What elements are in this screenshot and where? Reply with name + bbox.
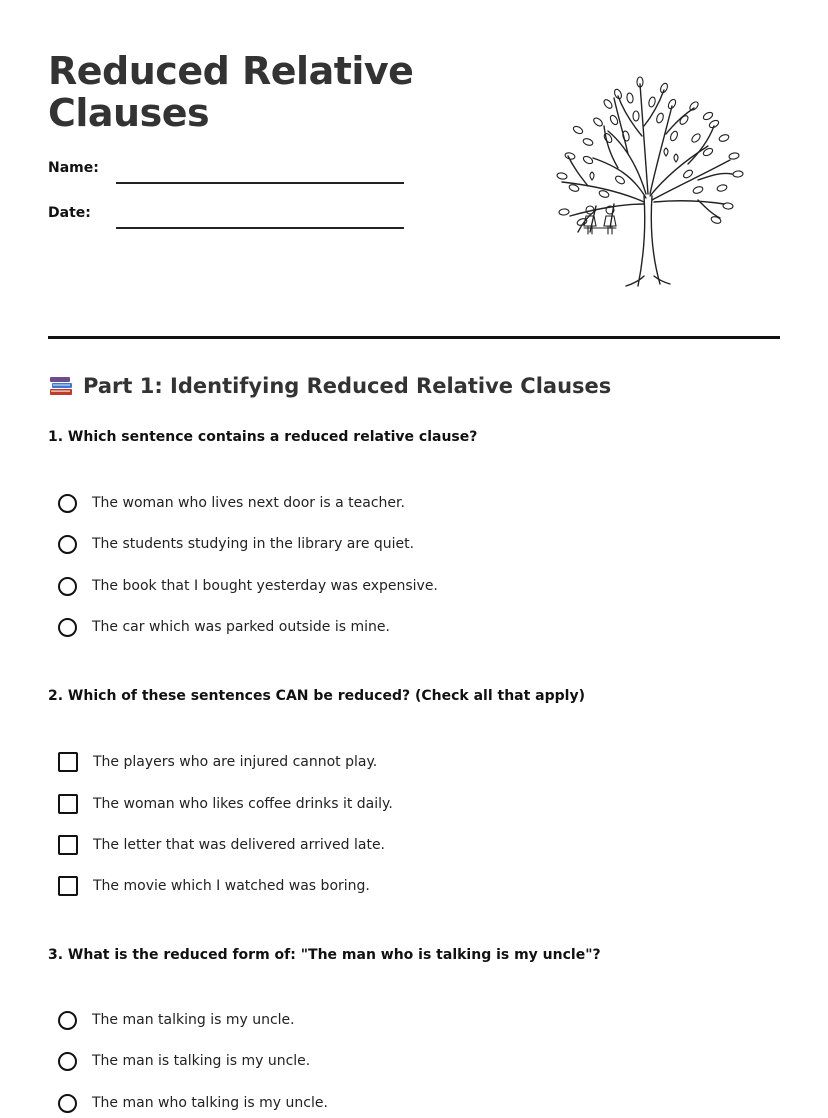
part1-title-text: Part 1: Identifying Reduced Relative Clauses (83, 374, 612, 398)
checkbox[interactable] (58, 794, 78, 814)
option-label: The book that I bought yesterday was expensive. (92, 578, 438, 594)
question-1-option-1[interactable] (58, 491, 405, 515)
question-1-prompt: 1. Which sentence contains a reduced relative clause? (48, 429, 478, 445)
radio-button[interactable] (58, 577, 77, 596)
header-divider (48, 336, 780, 339)
option-label: The movie which I watched was boring. (93, 878, 370, 894)
date-line[interactable] (116, 227, 404, 229)
question-2-option-1[interactable] (58, 750, 377, 774)
option-label: The man talking is my uncle. (92, 1012, 295, 1028)
option-label: The letter that was delivered arrived late. (93, 837, 386, 853)
question-1-option-2[interactable] (58, 532, 414, 556)
radio-button[interactable] (58, 1094, 77, 1113)
option-label: The woman who lives next door is a teacher. (92, 495, 405, 511)
question-1-option-4[interactable] (58, 615, 390, 639)
part1-title (48, 374, 611, 398)
tree-with-children-icon (548, 76, 744, 288)
option-label: The man is talking is my uncle. (92, 1053, 311, 1069)
checkbox[interactable] (58, 876, 78, 896)
checkbox[interactable] (58, 752, 78, 772)
radio-button[interactable] (58, 1052, 77, 1071)
radio-button[interactable] (58, 535, 77, 554)
radio-button[interactable] (58, 618, 77, 637)
option-label: The man who talking is my uncle. (92, 1095, 328, 1111)
worksheet-title (48, 50, 468, 134)
question-3-prompt: 3. What is the reduced form of: "The man who is talking is my uncle"? (48, 947, 601, 963)
question-2-option-2[interactable] (58, 792, 393, 816)
books-icon (48, 374, 74, 398)
option-label: The students studying in the library are quiet. (92, 536, 415, 552)
question-3-option-3[interactable] (58, 1091, 328, 1115)
option-label: The car which was parked outside is mine. (92, 619, 390, 635)
title-line-2: Clauses (48, 91, 210, 135)
radio-button[interactable] (58, 494, 77, 513)
name-line[interactable] (116, 182, 404, 184)
title-line-1: Reduced Relative (48, 49, 414, 93)
date-field (48, 205, 408, 235)
radio-button[interactable] (58, 1011, 77, 1030)
question-2-option-4[interactable] (58, 874, 370, 898)
name-label: Name: (48, 160, 99, 176)
option-label: The woman who likes coffee drinks it daily. (93, 796, 393, 812)
question-2-prompt: 2. Which of these sentences CAN be reduced? (Check all that apply) (48, 688, 585, 704)
option-label: The players who are injured cannot play. (93, 754, 378, 770)
question-3-option-2[interactable] (58, 1049, 310, 1073)
question-3-option-1[interactable] (58, 1008, 295, 1032)
name-field (48, 160, 408, 190)
date-label: Date: (48, 205, 91, 221)
checkbox[interactable] (58, 835, 78, 855)
question-2-option-3[interactable] (58, 833, 385, 857)
question-1-option-3[interactable] (58, 574, 438, 598)
